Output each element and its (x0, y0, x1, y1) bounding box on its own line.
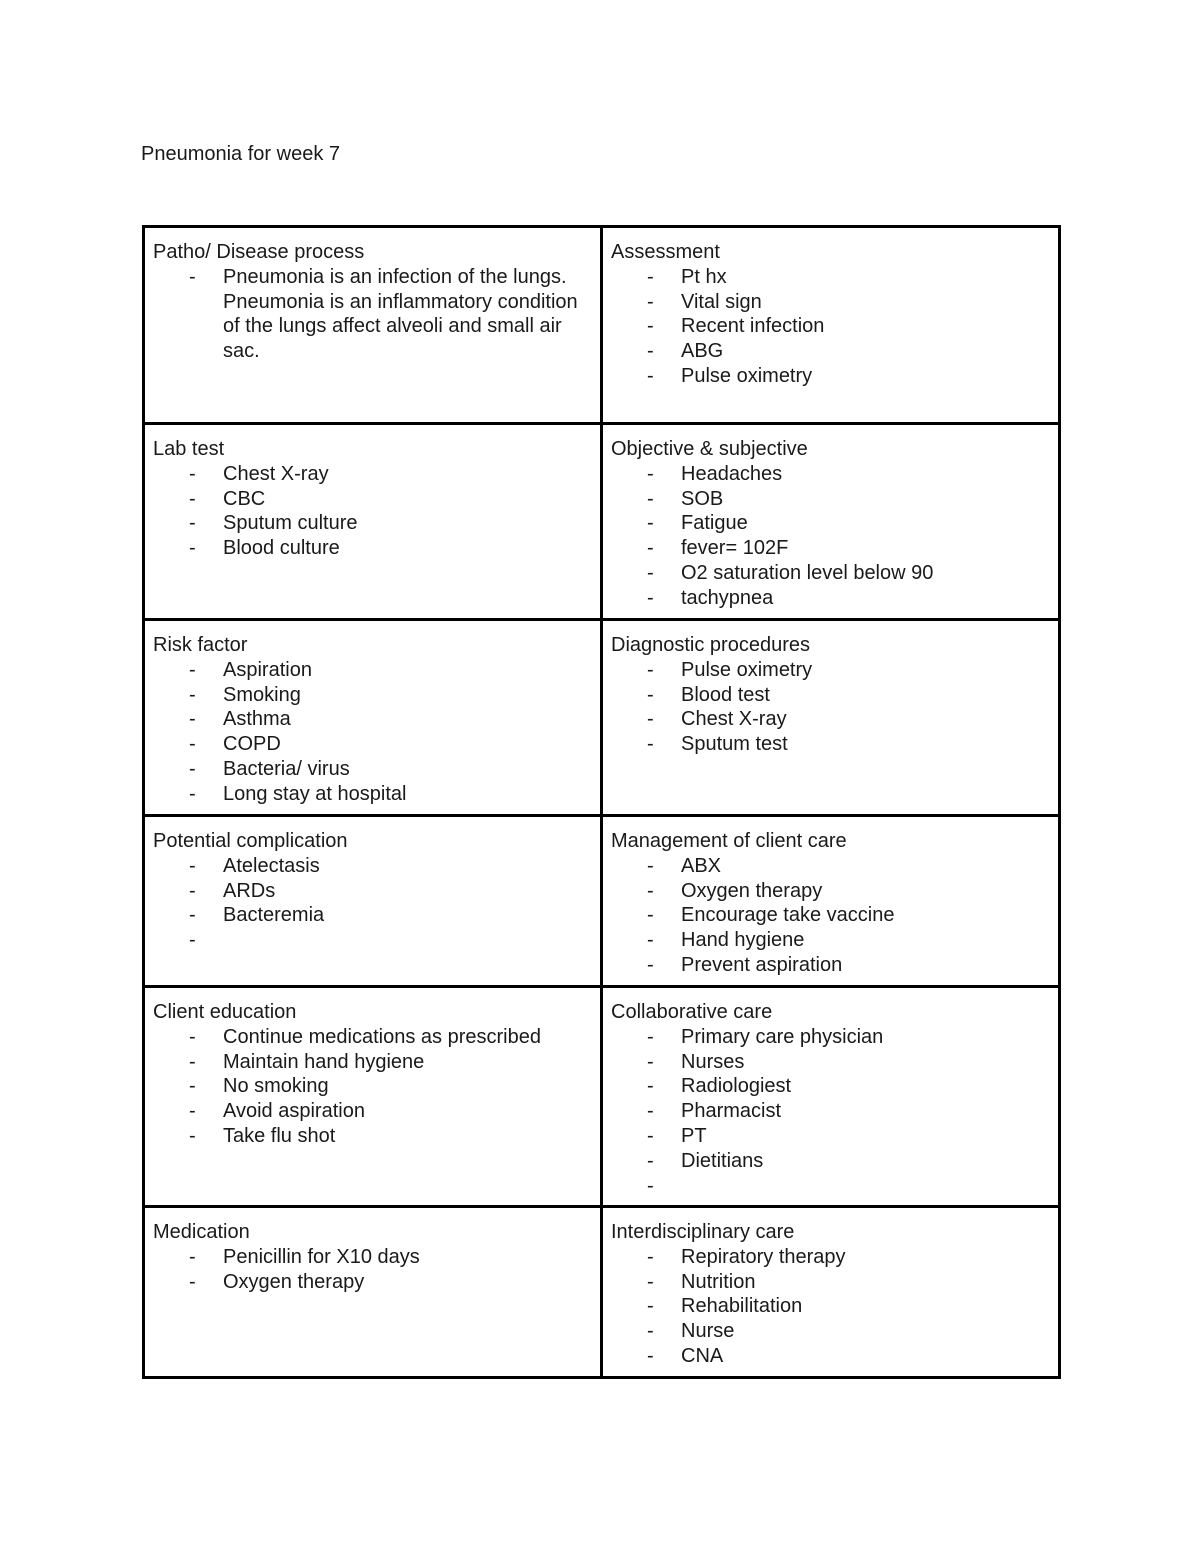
cell-heading: Medication (153, 1221, 250, 1243)
table-cell-potential-complication (144, 816, 602, 987)
list-item: - Nurse (611, 1319, 1050, 1344)
list-item: - CNA (611, 1344, 1050, 1369)
list-item: - Continue medications as prescribed (153, 1025, 592, 1050)
list-item: - Encourage take vaccine (611, 903, 1050, 928)
list-item: - Prevent aspiration (611, 953, 1050, 978)
cell-item-list (153, 854, 592, 953)
list-item: - Chest X-ray (153, 462, 592, 487)
list-item: - Atelectasis (153, 854, 592, 879)
care-plan-table-body (144, 227, 1060, 1378)
list-item: - Pulse oximetry (611, 658, 1050, 683)
table-cell-management (602, 816, 1060, 987)
list-item: - Nutrition (611, 1270, 1050, 1295)
list-item: - Maintain hand hygiene (153, 1050, 592, 1075)
list-item: - Blood culture (153, 536, 592, 561)
cell-item-list (611, 854, 1050, 978)
cell-item-list (153, 1025, 592, 1149)
cell-heading: Risk factor (153, 634, 248, 656)
cell-heading: Lab test (153, 438, 225, 460)
cell-heading: Client education (153, 1001, 297, 1023)
cell-item-list (153, 1245, 592, 1295)
list-item: - ABG (611, 339, 1050, 364)
list-item: - Penicillin for X10 days (153, 1245, 592, 1270)
table-row (144, 227, 1060, 424)
list-item: - Long stay at hospital (153, 782, 592, 807)
cell-item-list (611, 658, 1050, 757)
cell-item-list (611, 1025, 1050, 1199)
cell-heading: Interdisciplinary care (611, 1221, 795, 1243)
list-item: - Bacteria/ virus (153, 757, 592, 782)
care-plan-table (142, 225, 1061, 1379)
list-item: - Radiologiest (611, 1074, 1050, 1099)
list-item: - Rehabilitation (611, 1294, 1050, 1319)
list-item: - Smoking (153, 683, 592, 708)
list-item: - Oxygen therapy (153, 1270, 592, 1295)
cell-heading: Diagnostic procedures (611, 634, 810, 656)
list-item: - Nurses (611, 1050, 1050, 1075)
cell-heading: Collaborative care (611, 1001, 773, 1023)
cell-item-list (153, 265, 592, 364)
list-item: - ARDs (153, 879, 592, 904)
table-cell-interdisciplinary-care (602, 1207, 1060, 1378)
list-item: - No smoking (153, 1074, 592, 1099)
cell-heading: Potential complication (153, 830, 348, 852)
list-item: - Chest X-ray (611, 707, 1050, 732)
list-item: - Hand hygiene (611, 928, 1050, 953)
list-item: - Headaches (611, 462, 1050, 487)
list-item: - PT (611, 1124, 1050, 1149)
table-cell-diagnostic-procedures (602, 620, 1060, 816)
table-cell-lab-test (144, 424, 602, 620)
list-item: - Avoid aspiration (153, 1099, 592, 1124)
list-item: - SOB (611, 487, 1050, 512)
list-item: - O2 saturation level below 90 (611, 561, 1050, 586)
list-item: - Sputum culture (153, 511, 592, 536)
list-item (611, 1174, 1050, 1199)
list-item: - Pt hx (611, 265, 1050, 290)
cell-item-list (153, 462, 592, 561)
list-item: - Asthma (153, 707, 592, 732)
cell-item-list (153, 658, 592, 807)
table-cell-medication (144, 1207, 602, 1378)
cell-heading: Management of client care (611, 830, 847, 852)
list-item: - Repiratory therapy (611, 1245, 1050, 1270)
list-item: - Fatigue (611, 511, 1050, 536)
list-item: - CBC (153, 487, 592, 512)
list-item: - Oxygen therapy (611, 879, 1050, 904)
cell-heading: Patho/ Disease process (153, 241, 365, 263)
table-cell-assessment (602, 227, 1060, 424)
list-item: - Take flu shot (153, 1124, 592, 1149)
table-cell-risk-factor (144, 620, 602, 816)
table-row (144, 987, 1060, 1207)
list-item: - ABX (611, 854, 1050, 879)
table-row (144, 816, 1060, 987)
cell-item-list (611, 1245, 1050, 1369)
list-item: - Pneumonia is an infection of the lungs. Pneumonia is an inflammatory condition of the lungs affect alveoli and small air sac. (153, 265, 592, 364)
list-item: - tachypnea (611, 586, 1050, 611)
table-cell-client-education (144, 987, 602, 1207)
list-item: - Sputum test (611, 732, 1050, 757)
list-item: - Dietitians (611, 1149, 1050, 1174)
document-title: Pneumonia for week 7 (141, 143, 341, 165)
list-item: - COPD (153, 732, 592, 757)
cell-item-list (611, 265, 1050, 389)
list-item: - Pharmacist (611, 1099, 1050, 1124)
cell-heading: Objective & subjective (611, 438, 808, 460)
table-row (144, 1207, 1060, 1378)
list-item: - Primary care physician (611, 1025, 1050, 1050)
table-cell-objective-subjective (602, 424, 1060, 620)
table-row (144, 424, 1060, 620)
cell-item-list (611, 462, 1050, 611)
list-item: - fever= 102F (611, 536, 1050, 561)
table-cell-patho (144, 227, 602, 424)
list-item (153, 928, 592, 953)
table-row (144, 620, 1060, 816)
list-item: - Aspiration (153, 658, 592, 683)
list-item: - Blood test (611, 683, 1050, 708)
list-item: - Recent infection (611, 314, 1050, 339)
list-item: - Pulse oximetry (611, 364, 1050, 389)
list-item: - Vital sign (611, 290, 1050, 315)
list-item: - Bacteremia (153, 903, 592, 928)
cell-heading: Assessment (611, 241, 720, 263)
table-cell-collaborative-care (602, 987, 1060, 1207)
